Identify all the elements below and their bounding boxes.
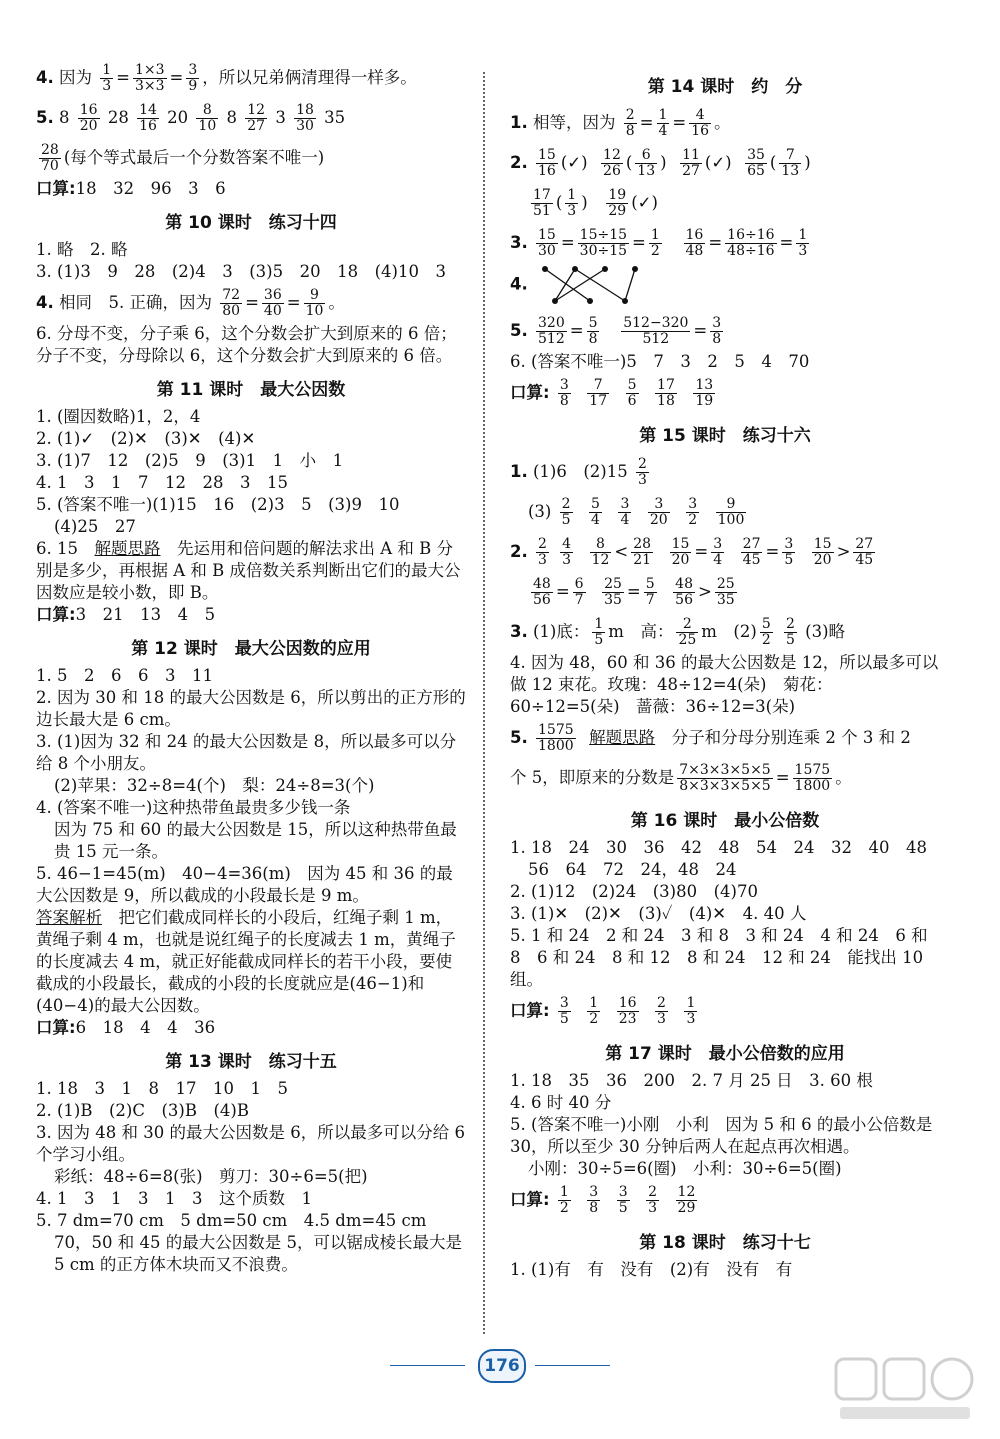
text: 1. (圈因数略)1，2，4 [36,407,201,426]
fraction: $\frac{9}{10}$ [305,287,324,319]
text: 1. 18 3 1 8 17 10 1 5 [36,1079,288,1098]
text: 4. 因为 48，60 和 36 的最大公因数是 12，所以最多可以做 12 束花。玫瑰：48÷12=4(朵) 菊花：60÷12=5(朵) 蔷薇：36÷12=3(朵) [510,653,939,716]
text: 5. 7 dm=70 cm 5 dm=50 cm 4.5 dm=45 cm [36,1211,427,1230]
text: 4. 6 时 40 分 [510,1093,612,1112]
mental-math: 口算: $\frac{3}{5}$ $\frac{1}{2}$ $\frac{16}{23}$ $\frac{2}{3}$ $\frac{1}{3}$ [510,995,696,1027]
solution-tag: 解题思路 [589,728,656,747]
text: 1. (1)有 有 没有 (2)有 没有 有 [510,1260,793,1279]
q2-line: 2. $\frac{2}{3}$ $\frac{4}{3}$ $\frac{8}{12}$ < $\frac{28}{21}$ $\frac{15}{20}$ = $\frac{3}{4}$ $\frac{27}{45}$ = $\frac{3}{5}$ $\frac{15}{20}$ > $\frac{27}{45}$ [510,536,874,568]
solution-tag: 解题思路 [94,539,161,558]
text: 4. (答案不唯一)这种热带鱼最贵多少钱一条 [36,798,351,817]
fraction: $\frac{3}{9}$ [188,62,198,94]
mental-math: 口算: $\frac{3}{8}$ $\frac{7}{17}$ $\frac{5}{6}$ $\frac{17}{18}$ $\frac{13}{19}$ [510,377,714,409]
text: 1. 略 2. 略 [36,240,128,259]
text: 70，50 和 45 的最大公因数是 5，可以锯成棱长最大是 5 cm 的正方体木块而又不浪费。 [54,1233,462,1274]
lesson-15-heading: 第 15 课时 练习十六 [639,426,811,446]
text: 3. (1)因为 32 和 24 的最大公因数是 8，所以最多可以分给 8 个小朋友。 [36,732,457,773]
text: 小刚：30÷5=6(圈) 小利：30÷6=5(圈) [528,1159,842,1178]
text: (2)苹果：32÷8=4(个) 梨：24÷8=3(个) [54,776,375,795]
text: 2. 因为 30 和 18 的最大公因数是 6，所以剪出的正方形的边长最大是 6 cm。 [36,688,466,729]
matching-lines-diagram [533,263,663,307]
fraction: $\frac{18}{30}$ [296,102,314,134]
q4-5-line: 4. 相同 5. 正确，因为 $\frac{72}{80}$ = $\frac{36}{40}$ = $\frac{9}{10}$ 。 [36,287,345,319]
fraction: $\frac{8}{10}$ [198,102,217,134]
text: 彩纸：48÷6=8(张) 剪刀：30÷6=5(把) [54,1167,368,1186]
text: 3. (1)✕ (2)✕ (3)✓ (4)✕ 4. 40 人 [510,904,807,923]
page-footer [390,1347,610,1383]
q6-explanation: 6. 15 解题思路 先运用和倍问题的解法求出 A 和 B 分别是多少，再根据 A 和 B 成倍数关系判断出它们的最大公因数应是较小数，即 B。 [36,539,461,602]
mental-math: 口算:18 32 96 3 6 [36,179,226,198]
right-column [510,58,940,1281]
fraction: $\frac{72}{80}$ [222,287,241,319]
text: 因为 75 和 60 的最大公因数是 15，所以这种热带鱼最贵 15 元一条。 [54,820,457,861]
page-number: 176 [478,1349,526,1383]
answer-tag: 答案解析 [36,908,102,927]
lesson-10-heading: 第 10 课时 练习十四 [165,213,337,233]
fraction: $\frac{16}{20}$ [79,102,98,134]
text: 5. 1 和 24 2 和 24 3 和 8 3 和 24 4 和 24 6 和 8 6 和 24 8 和 12 8 和 24 12 和 24 能找出 10 组。 [510,926,928,989]
fraction: $\frac{28}{70}$ [41,142,59,174]
text: 2. (1)12 (2)24 (3)80 (4)70 [510,882,758,901]
q4-matching: 4. [510,263,940,311]
text: 2. (1)B (2)C (3)B (4)B [36,1101,249,1120]
q5-explanation: 答案解析 把它们截成同样长的小段后，红绳子剩 1 m，黄绳子剩 4 m，也就是说红绳子的长度减去 1 m，黄绳子的长度减去 4 m，就正好能截成同样长的若干小段，要使截成的小段最长，截成的小段的长度就应是(46−1)和(40−4)的最大公因数。 [36,908,456,1015]
column-divider [483,72,485,1334]
footer-rule [390,1365,465,1366]
text: 56 64 72 24，48 24 [528,860,737,879]
text: 5. 46−1=45(m) 40−4=36(m) 因为 45 和 36 的最大公因数是 9，所以截成的小段最长是 9 m。 [36,864,453,905]
footer-rule [535,1365,610,1366]
q3-line: 3. (1)底： $\frac{1}{5}$ m 高： $\frac{2}{25}$ m (2) $\frac{5}{2}$ $\frac{2}{5}$ (3)略 [510,616,846,648]
text: ，所以兄弟俩清理得一样多。 [202,68,417,87]
text: 3. 因为 48 和 30 的最大公因数是 6，所以最多可以分给 6 个学习小组。 [36,1123,465,1164]
lesson-17-heading: 第 17 课时 最小公倍数的应用 [605,1044,845,1064]
text: (4)25 27 [54,517,136,536]
q5-line: 5. 8 $\frac{16}{20}$ 28 $\frac{14}{16}$ 20 $\frac{8}{10}$ 8 $\frac{12}{27}$ 3 $\frac{18}{30}$ 35 [36,102,346,134]
text: 1. 5 2 6 6 3 11 [36,666,213,685]
lesson-13-heading: 第 13 课时 练习十五 [165,1052,337,1072]
text: 1. 18 35 36 200 2. 7 月 25 日 3. 60 根 [510,1071,873,1090]
fraction: $\frac{36}{40}$ [263,287,282,319]
text: 6. 分母不变，分子乘 6，这个分数会扩大到原来的 6 倍；分子不变，分母除以 6，这个分数会扩大到原来的 6 倍。 [36,324,457,365]
item-label: 4. [36,68,54,87]
watermark-logo [830,1355,980,1425]
text: 2. (1)✓ (2)✕ (3)✕ (4)✕ [36,429,256,448]
fraction: $\frac{14}{16}$ [139,102,157,134]
lesson-16-heading: 第 16 课时 最小公倍数 [630,811,820,831]
mental-math: 口算:6 18 4 4 36 [36,1018,216,1037]
q1-line: 1. (1)6 (2)15 $\frac{2}{3}$ [510,456,647,488]
text: 5. (答案不唯一)小刚 小利 因为 5 和 6 的最小公倍数是 30，所以至少 30 分钟后两人在起点再次相遇。 [510,1115,933,1156]
q2-line-b: $\frac{17}{51}$ ( $\frac{1}{3}$ ) $\frac{19}{29}$ (✓) [533,187,658,219]
text: 3. (1)7 12 (2)5 9 (3)1 1 小 1 [36,451,344,470]
left-column [36,58,466,1276]
text: 3. (1)3 9 28 (2)4 3 (3)5 20 18 (4)10 3 [36,262,446,281]
text: 4. 1 3 1 7 12 28 3 15 [36,473,288,492]
q2-line-b: $\frac{48}{56}$ = $\frac{6}{7}$ $\frac{25}{35}$ = $\frac{5}{7}$ $\frac{48}{56}$ > $\frac{25}{35}$ [533,576,735,608]
mental-math: 口算:3 21 13 4 5 [36,605,216,624]
q1-line-b: (3) $\frac{2}{5}$ $\frac{5}{4}$ $\frac{3}{4}$ $\frac{3}{20}$ $\frac{3}{2}$ $\frac{9}{100}$ [528,496,745,528]
q5-note: $\frac{28}{70}$ (每个等式最后一个分数答案不唯一) [41,142,325,174]
q3-line: 3. $\frac{15}{30}$ = $\frac{15\div 15}{30\div 15}$ = $\frac{1}{2}$ $\frac{16}{48}$ = $\frac{16\div 16}{48\div 16}$ = $\frac{1}{3}$ [510,227,808,259]
text: 6. (答案不唯一)5 7 3 2 5 4 70 [510,352,810,371]
text: 因为 [59,68,92,87]
q5-line: 5. $\frac{1575}{1800}$ 解题思路 分子和分母分别连乘 2 个 3 和 2 [510,722,911,754]
fraction: $\frac{1}{3}$ [102,62,112,94]
fraction: $\frac{1\times 3}{3\times 3}$ [135,62,165,94]
text: 1. 18 24 30 36 42 48 54 24 32 40 48 [510,838,927,857]
q5-line-b: 个 5，即原来的分数是 $\frac{7\times 3\times 3\times 5\times 5}{8\times 3\times 3\times 5\times 5}$ = $\frac{1575}{1800}$ 。 [510,762,852,794]
lesson-11-heading: 第 11 课时 最大公因数 [156,380,346,400]
text: 5. (答案不唯一)(1)15 16 (2)3 5 (3)9 10 [36,495,400,514]
lesson-14-heading: 第 14 课时 约 分 [647,77,803,97]
q4-line: 4. 因为 $\frac{1}{3}$ = $\frac{1\times 3}{3\times 3}$ = $\frac{3}{9}$ ，所以兄弟俩清理得一样多。 [36,62,417,94]
q2-line: 2. $\frac{15}{16}$ (✓) $\frac{12}{26}$ ( $\frac{6}{13}$ ) $\frac{11}{27}$ (✓) $\frac{35}{65}$ ( $\frac{7}{13}$ ) [510,147,811,179]
text: 4. 1 3 1 3 1 3 这个质数 1 [36,1189,312,1208]
lesson-12-heading: 第 12 课时 最大公因数的应用 [131,639,371,659]
mental-math: 口算: $\frac{1}{2}$ $\frac{3}{8}$ $\frac{3}{5}$ $\frac{2}{3}$ $\frac{12}{29}$ [510,1184,696,1216]
lesson-18-heading: 第 18 课时 练习十七 [639,1233,811,1253]
q1-line: 1. 相等，因为 $\frac{2}{8}$ = $\frac{1}{4}$ = $\frac{4}{16}$ 。 [510,107,731,139]
fraction: $\frac{12}{27}$ [247,102,266,134]
q5-line: 5. $\frac{320}{512}$ = $\frac{5}{8}$ $\frac{512-320}{512}$ = $\frac{3}{8}$ [510,315,722,347]
